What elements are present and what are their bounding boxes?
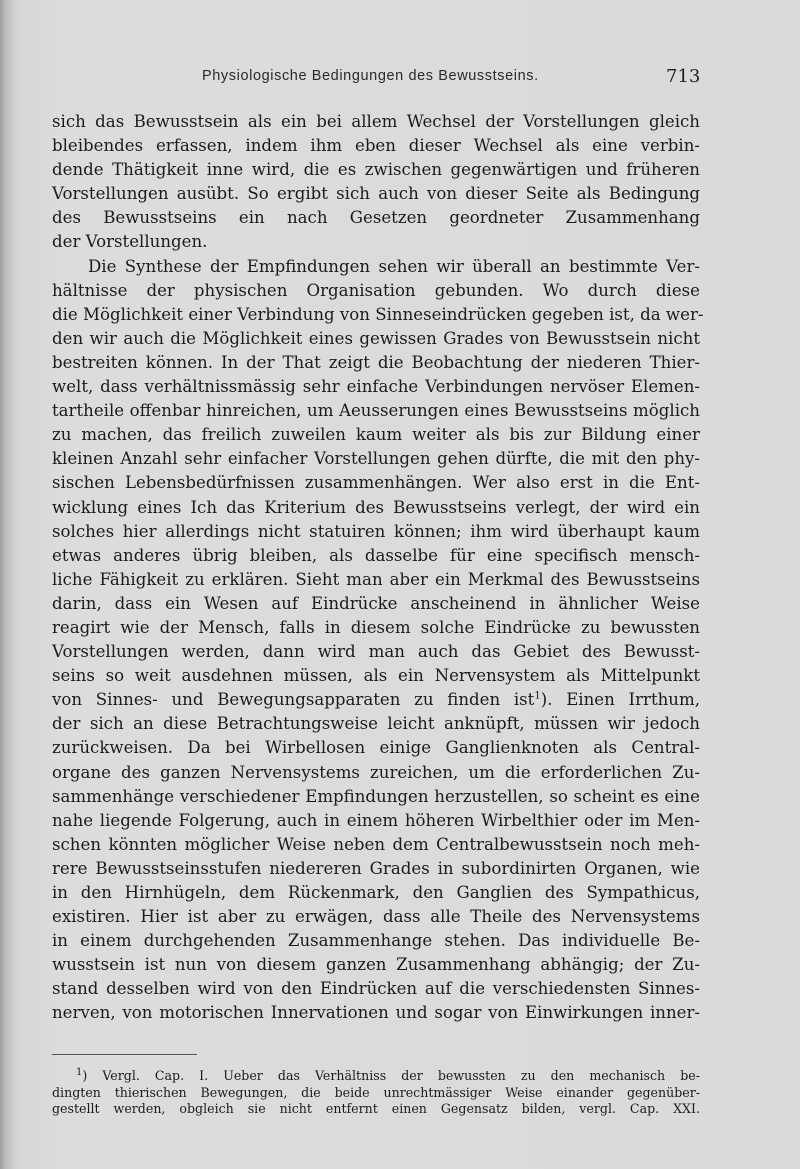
text-line: tartheile offenbar hinreichen, um Aeusserungen eines Bewusstseins möglich xyxy=(52,401,700,421)
text-line: nerven, von motorischen Innervationen und sogar von Einwirkungen inner- xyxy=(52,1003,700,1023)
text-line: schen könnten möglicher Weise neben dem Centralbewusstsein noch meh- xyxy=(52,834,700,854)
running-head xyxy=(0,66,800,90)
text-line: kleinen Anzahl sehr einfacher Vorstellungen gehen dürfte, die mit den phy- xyxy=(52,449,700,469)
text-line: der sich an diese Betrachtungsweise leicht anknüpft, müssen wir jedoch xyxy=(52,714,700,734)
line-head: von Sinnes- und Bewegungsapparaten zu finden ist xyxy=(52,690,535,710)
footnote-text: ) Vergl. Cap. I. Ueber das Verhältniss der bewussten zu den mechanisch be- xyxy=(82,1068,700,1083)
text-line: zurückweisen. Da bei Wirbellosen einige Ganglienknoten als Central- xyxy=(52,738,700,758)
footnote-line: dingten thierischen Bewegungen, die beide unrechtmässiger Weise einander gegenüber- xyxy=(52,1084,700,1100)
text-line: in einem durchgehenden Zusammenhange stehen. Das individuelle Be- xyxy=(52,931,700,951)
text-line: dende Thätigkeit inne wird, die es zwischen gegenwärtigen und früheren xyxy=(52,160,700,180)
text-line: stand desselben wird von den Eindrücken auf die verschiedensten Sinnes- xyxy=(52,979,700,999)
text-line: hältnisse der physischen Organisation gebunden. Wo durch diese xyxy=(52,280,700,300)
text-line: welt, dass verhältnissmässig sehr einfache Verbindungen nervöser Elemen- xyxy=(52,377,700,397)
running-title: Physiologische Bedingungen des Bewusstseins. xyxy=(202,68,539,84)
text-line: seins so weit ausdehnen müssen, als ein Nervensystem als Mittelpunkt xyxy=(52,666,700,686)
paragraph-start-line: Die Synthese der Empfindungen sehen wir überall an bestimmte Ver- xyxy=(88,256,700,276)
text-line: sich das Bewusstsein als ein bei allem Wechsel der Vorstellungen gleich xyxy=(52,112,700,131)
text-line: Vorstellungen ausübt. So ergibt sich auch von dieser Seite als Bedingung xyxy=(52,184,700,204)
text-line: sischen Lebensbedürfnissen zusammenhängen. Wer also erst in die Ent- xyxy=(52,473,700,493)
text-line: etwas anderes übrig bleiben, als dasselbe für eine specifisch mensch- xyxy=(52,545,700,565)
footnote-divider xyxy=(52,1054,197,1055)
text-line: in den Hirnhügeln, dem Rückenmark, den Ganglien des Sympathicus, xyxy=(52,883,700,902)
text-line: liche Fähigkeit zu erklären. Sieht man aber ein Merkmal des Bewusstseins xyxy=(52,569,700,589)
text-line: darin, dass ein Wesen auf Eindrücke anscheinend in ähnlicher Weise xyxy=(52,593,700,613)
line-tail: ). Einen Irrthum, xyxy=(540,690,701,710)
text-line: die Möglichkeit einer Verbindung von Sinneseindrücken gegeben ist, da wer- xyxy=(52,304,704,324)
text-line: existiren. Hier ist aber zu erwägen, dass alle Theile des Nervensystems xyxy=(52,907,700,927)
text-line: rere Bewusstseinsstufen niedereren Grades in subordinirten Organen, wie xyxy=(52,858,700,878)
text-line: wicklung eines Ich das Kriterium des Bewusstseins verlegt, der wird ein xyxy=(52,497,700,517)
footnote-line: gestellt werden, obgleich sie nicht entfernt einen Gegensatz bilden, vergl. Cap. XXI. xyxy=(52,1101,700,1116)
text-line: bestreiten können. In der That zeigt die Beobachtung der niederen Thier- xyxy=(52,352,700,372)
text-line: nahe liegende Folgerung, auch in einem höheren Wirbelthier oder im Men- xyxy=(52,810,700,830)
text-line: sammenhänge verschiedener Empfindungen herzustellen, so scheint es eine xyxy=(52,786,700,806)
text-line: des Bewusstseins ein nach Gesetzen geordneter Zusammenhang xyxy=(52,208,700,228)
text-line: der Vorstellungen. xyxy=(52,232,208,252)
text-line: solches hier allerdings nicht statuiren können; ihm wird überhaupt kaum xyxy=(52,521,700,541)
text-line-with-footnote-ref xyxy=(52,688,700,712)
page-number: 713 xyxy=(666,66,701,87)
text-line: organe des ganzen Nervensystems zureichen, um die erforderlichen Zu- xyxy=(52,762,700,782)
text-line: den wir auch die Möglichkeit eines gewissen Grades von Bewusstsein nicht xyxy=(52,328,700,348)
text-line: bleibendes erfassen, indem ihm eben dieser Wechsel als eine verbin- xyxy=(52,136,700,156)
text-line: Vorstellungen werden, dann wird man auch das Gebiet des Bewusst- xyxy=(52,642,700,662)
text-line: zu machen, das freilich zuweilen kaum weiter als bis zur Bildung einer xyxy=(52,425,700,445)
text-line: reagirt wie der Mensch, falls in diesem solche Eindrücke zu bewussten xyxy=(52,617,700,637)
text-line: wusstsein ist nun von diesem ganzen Zusammenhang abhängig; der Zu- xyxy=(52,955,700,975)
footnote-marker: 1 xyxy=(76,1066,83,1078)
footnote-reference: 1 xyxy=(534,690,541,702)
body-text xyxy=(52,110,704,1026)
footnotes xyxy=(52,1068,700,1118)
footnote-line xyxy=(52,1068,700,1085)
